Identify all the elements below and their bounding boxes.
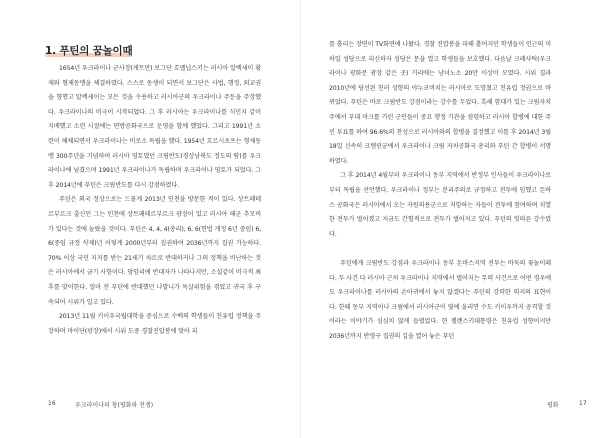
left-body-text — [48, 62, 261, 339]
paragraph: 그 후 2014년 4월부터 우크라이나 동부 지역에서 반정부 인사들이 우크라이나로부터 독립을 선언했다. 우크라이나 정부는 분리주의로 규정하고 전투에 임했고 돈바스 공화국은 러시아에서 오는 자원의용군으로 저항하는 자들이 전투에 참여하며 치열한 전투가 벌어졌고 지금도 간헐적으로 전투가 벌어지고 있다. 푸틴의 잇따른 강수였다. — [329, 172, 551, 238]
section-title: 1. 푸틴의 꿈놀이때 — [45, 44, 133, 57]
running-title-right: 평화 — [547, 402, 559, 409]
page-number-left: 16 — [48, 400, 56, 407]
paragraph: 2013년 11월 키이우국립대학을 중심으로 수백의 학생들이 친유럽 정책을 주장하며 마이단(광장)에서 시위 도중 경찰진압봉에 맞아 피 — [48, 313, 261, 335]
paragraph: 푸틴에게 크림반도 강점과 우크라이나 동부 돈바스지역 전투는 바둑의 꽃놀이패다. 두 사건 다 러시아 근처 우크라이나 지역에서 벌어지는 무력 사건으로 어떤 경우에도 우크라이나를 러시아의 손아귀에서 놓지 않겠다는 푸틴의 강력한 의지의 표현이다. 한때 동부 지역이나 크림에서 러시아군이 옆에 올리면 수도 키이우까지 공격할 것이라는 이야기가 심심치 않게 들렸었다. 현 젤렌스키대통령은 친유럽 성향이지만 2036년까지 반영구 집권의 길을 열어 놓은 푸틴 — [329, 259, 551, 340]
section-heading — [45, 40, 132, 56]
page-number-right: 17 — [579, 400, 587, 407]
paragraph: 1654년 우크라이나 군사장(게트만) 보그단 흐멜닙스키는 러시아 알렉세이 황제와 형제동맹을 체결하였다. 스스로 동생이 되면서 보그단은 사법, 행정, 외교권을 형행고 알렉세이는 모든 것을 수용하고 러시아군의 우크라이나 주둔을 주장했다. 우크라이나의 비극이 시작되었다. 그 후 러시아는 우크라이나를 식민지 같이 지배했고 소련 시절에는 연방공화국으로 운영을 함께 했었다. 그리고 1991년 소련이 해체되면서 우크라이나는 비로소 독립을 했다. 1954년 흐르시초프는 형제동맹 300주년을 기념하며 러시아 영토였던 크림반도(경상남북도 정도의 땅)를 우크라이나에 넘겼으며 1991년 우크라이나가 독립하며 우크라이나 영토가 되었다. 그 후 2014년에 푸틴은 크림반도를 다시 강점하였다. — [48, 65, 261, 189]
paragraph: 를 흘리는 장면이 TV화면에 나왔다. 경찰 진압봉을 피해 흩어지던 학생들이 인근의 미하일 성당으로 피신하자 성당은 문을 열고 학생들을 보호했다. 다음날 크레샤틱(우크라이나 광화문 광장 같은 곳) 거리에는 남녀노소 20만 이상이 모였다. 시위 결과 2010년에 당선된 친러 성향의 야누코비치는 러시아로 도망쳤고 친유럽 정권으로 바뀌었다. 푸틴은 바로 크림반도 강점이라는 강수를 두었다. 흑해 함대가 있는 크림자치주에서 부대 마크를 가린 군인들이 중요 행정 기관을 점령하고 러시아 합병에 대한 주민 투표를 하여 96.6%의 찬성으로 러시아와의 합병을 결정했고 이틀 후 2014년 3월 18일 신속히 크렘린궁에서 우크라이나 크림 자치공화국 총리와 푸틴 간 합병이 서명하였다. — [329, 41, 551, 165]
running-title-left: 우크라이나의 창(평화와 전쟁) — [75, 402, 154, 409]
section-title-wrap — [45, 39, 132, 58]
right-body-text — [329, 38, 551, 344]
right-page — [300, 0, 600, 438]
paragraph: 푸틴은 외국 정상으로는 드물게 2013년 인천을 방문한 적이 있다. 상트페테르부르크 출신인 그는 인천에 상트페테르부르크 광장이 있고 러시아 해군 추모비가 있다는 것에 놀랐을 것이다. 푸틴은 4, 4, 4(총리), 6, 6(헌법 개정 6년 중임) 6, 6(중임 규정 삭제)년 이렇게 2000년부터 집권하여 2036년까지 집권 가능하다. 70% 이상 국민 지지를 받는 21세기 차르로 반대하거나 그의 정책을 비난하는 것은 러시아에서 금기 사항이다. 암암리에 반대자가 나타나지만, 소설같이 비극적 최후를 맞이한다. 얼마 전 푸틴에 반대했던 나발니가 독살위험을 겪었고 귀국 후 구속되어 시위가 일고 있다. — [48, 196, 261, 306]
